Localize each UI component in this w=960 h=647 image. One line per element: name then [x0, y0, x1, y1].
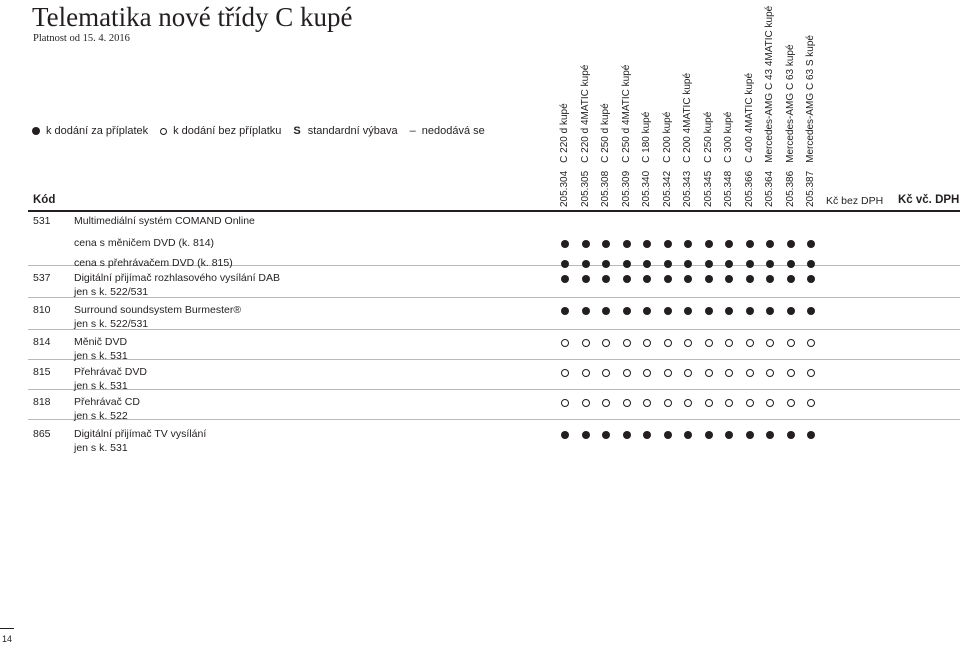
- filled-circle-icon: [664, 431, 672, 439]
- filled-circle-icon: [746, 307, 754, 315]
- filled-circle-icon: [766, 431, 774, 439]
- model-name: C 200 4MATIC kupé: [682, 72, 693, 163]
- filled-circle-icon: [684, 431, 692, 439]
- option-code: 818: [33, 396, 51, 408]
- empty-circle-icon: [643, 339, 651, 347]
- model-name: C 180 kupé: [641, 111, 652, 163]
- filled-circle-icon: [582, 431, 590, 439]
- filled-circle-icon: [602, 240, 610, 248]
- model-name: C 250 kupé: [702, 111, 714, 163]
- filled-circle-icon: [807, 275, 815, 283]
- empty-circle-icon: [561, 339, 569, 347]
- legend-full-label: k dodání za příplatek: [46, 125, 149, 137]
- filled-circle-icon: [746, 275, 754, 283]
- option-note: jen s k. 522/531: [74, 286, 149, 298]
- filled-circle-icon: [643, 240, 651, 248]
- filled-circle-icon: [787, 240, 795, 248]
- valid-from: Platnost od 15. 4. 2016: [33, 33, 130, 44]
- filled-circle-icon: [725, 431, 733, 439]
- model-code: 205.386: [784, 170, 796, 207]
- code-header: Kód: [33, 194, 56, 206]
- legend-na-symbol: –: [409, 125, 416, 137]
- empty-circle-icon: [623, 369, 631, 377]
- option-name: Digitální přijímač TV vysílání: [74, 428, 207, 440]
- price-header: Kč bez DPH: [826, 195, 884, 207]
- page-number: 14: [2, 634, 13, 644]
- filled-circle-icon: [664, 240, 672, 248]
- model-header-label: [580, 65, 592, 207]
- model-header-label: [662, 112, 674, 207]
- filled-circle-icon: [602, 260, 610, 268]
- filled-circle-icon: [561, 431, 569, 439]
- filled-circle-icon: [807, 431, 815, 439]
- empty-circle-icon: [787, 339, 795, 347]
- model-column-header: [638, 0, 657, 208]
- filled-circle-icon: [32, 127, 40, 135]
- row-separator: [28, 297, 960, 298]
- filled-circle-icon: [561, 260, 569, 268]
- filled-circle-icon: [623, 260, 631, 268]
- filled-circle-icon: [725, 240, 733, 248]
- filled-circle-icon: [643, 260, 651, 268]
- empty-circle-icon: [807, 399, 815, 407]
- model-code: 205.308: [600, 170, 611, 207]
- model-name: C 300 kupé: [723, 111, 734, 163]
- model-code: 205.305: [579, 170, 591, 207]
- row-separator: [28, 329, 960, 330]
- filled-circle-icon: [623, 275, 631, 283]
- filled-circle-icon: [602, 431, 610, 439]
- model-name: C 250 d kupé: [600, 103, 611, 163]
- filled-circle-icon: [725, 275, 733, 283]
- model-name: C 220 d 4MATIC kupé: [579, 64, 591, 163]
- filled-circle-icon: [602, 307, 610, 315]
- filled-circle-icon: [705, 307, 713, 315]
- model-header-label: [641, 112, 653, 207]
- empty-circle-icon: [623, 399, 631, 407]
- filled-circle-icon: [643, 275, 651, 283]
- option-code: 531: [33, 215, 51, 227]
- model-code: 205.343: [682, 170, 693, 207]
- empty-circle-icon: [746, 399, 754, 407]
- filled-circle-icon: [705, 275, 713, 283]
- model-name: Mercedes-AMG C 63 kupé: [784, 44, 796, 163]
- option-name: Multimediální systém COMAND Online: [74, 215, 255, 227]
- filled-circle-icon: [561, 307, 569, 315]
- filled-circle-icon: [582, 260, 590, 268]
- model-name: Mercedes-AMG C 63 S kupé: [805, 35, 816, 163]
- option-code: 865: [33, 428, 51, 440]
- filled-circle-icon: [664, 260, 672, 268]
- model-code: 205.364: [764, 170, 775, 207]
- empty-circle-icon: [787, 369, 795, 377]
- filled-circle-icon: [623, 431, 631, 439]
- filled-circle-icon: [746, 431, 754, 439]
- empty-circle-icon: [684, 339, 692, 347]
- model-code: 205.348: [723, 170, 734, 207]
- model-header-label: [723, 112, 735, 207]
- option-code: 810: [33, 304, 51, 316]
- filled-circle-icon: [766, 307, 774, 315]
- filled-circle-icon: [623, 240, 631, 248]
- row-separator: [28, 419, 960, 420]
- empty-circle-icon: [582, 369, 590, 377]
- option-code: 814: [33, 336, 51, 348]
- option-note: jen s k. 531: [74, 350, 128, 362]
- option-code: 815: [33, 366, 51, 378]
- model-column-header: [761, 0, 780, 208]
- option-note: jen s k. 522: [74, 410, 128, 422]
- option-note: jen s k. 522/531: [74, 318, 149, 330]
- legend-std-label: standardní výbava: [307, 125, 398, 137]
- filled-circle-icon: [582, 275, 590, 283]
- filled-circle-icon: [725, 260, 733, 268]
- filled-circle-icon: [766, 260, 774, 268]
- empty-circle-icon: [705, 339, 713, 347]
- empty-circle-icon: [684, 369, 692, 377]
- empty-circle-icon: [705, 399, 713, 407]
- model-column-header: [659, 0, 678, 208]
- empty-circle-icon: [787, 399, 795, 407]
- filled-circle-icon: [766, 275, 774, 283]
- option-name: cena s přehrávačem DVD (k. 815): [74, 257, 233, 269]
- option-name: cena s měničem DVD (k. 814): [74, 237, 215, 249]
- empty-circle-icon: [602, 399, 610, 407]
- model-name: C 220 d kupé: [559, 103, 570, 163]
- option-name: Přehrávač DVD: [74, 366, 147, 378]
- option-note: jen s k. 531: [74, 380, 128, 392]
- empty-circle-icon: [582, 339, 590, 347]
- empty-circle-icon: [725, 339, 733, 347]
- filled-circle-icon: [623, 307, 631, 315]
- filled-circle-icon: [684, 275, 692, 283]
- empty-circle-icon: [807, 339, 815, 347]
- model-column-header: [782, 0, 801, 208]
- empty-circle-icon: [602, 339, 610, 347]
- price-vat-header: Kč vč. DPH: [898, 194, 960, 206]
- model-header-label: [600, 103, 612, 207]
- model-column-header: [577, 0, 596, 208]
- model-name: C 400 4MATIC kupé: [743, 72, 755, 163]
- filled-circle-icon: [705, 260, 713, 268]
- model-code: 205.340: [641, 170, 652, 207]
- legend-empty-label: k dodání bez příplatku: [173, 125, 282, 137]
- model-name: Mercedes-AMG C 43 4MATIC kupé: [764, 5, 775, 163]
- empty-circle-icon: [725, 369, 733, 377]
- model-column-header: [556, 0, 575, 208]
- filled-circle-icon: [787, 260, 795, 268]
- legend-na-label: nedodává se: [421, 125, 485, 137]
- empty-circle-icon: [561, 369, 569, 377]
- empty-circle-icon: [643, 369, 651, 377]
- empty-circle-icon: [807, 369, 815, 377]
- empty-circle-icon: [705, 369, 713, 377]
- filled-circle-icon: [725, 307, 733, 315]
- empty-circle-icon: [684, 399, 692, 407]
- empty-circle-icon: [623, 339, 631, 347]
- empty-circle-icon: [725, 399, 733, 407]
- empty-circle-icon: [160, 128, 167, 135]
- model-header-label: [764, 6, 776, 207]
- filled-circle-icon: [807, 307, 815, 315]
- model-column-header: [802, 0, 821, 208]
- empty-circle-icon: [766, 339, 774, 347]
- filled-circle-icon: [807, 240, 815, 248]
- model-code: 205.345: [702, 170, 714, 207]
- empty-circle-icon: [766, 399, 774, 407]
- model-column-header: [618, 0, 637, 208]
- empty-circle-icon: [582, 399, 590, 407]
- legend-std-symbol: S: [293, 125, 301, 137]
- filled-circle-icon: [746, 240, 754, 248]
- option-code: 537: [33, 272, 51, 284]
- filled-circle-icon: [705, 240, 713, 248]
- empty-circle-icon: [664, 399, 672, 407]
- filled-circle-icon: [787, 275, 795, 283]
- model-header-label: [785, 44, 797, 207]
- empty-circle-icon: [766, 369, 774, 377]
- filled-circle-icon: [582, 307, 590, 315]
- model-header-label: [805, 35, 817, 207]
- model-code: 205.342: [661, 170, 673, 207]
- option-name: Digitální přijímač rozhlasového vysílání DAB: [74, 272, 281, 284]
- model-column-header: [597, 0, 616, 208]
- row-separator: [28, 389, 960, 390]
- row-separator: [28, 359, 960, 360]
- option-note: jen s k. 531: [74, 442, 128, 454]
- empty-circle-icon: [664, 339, 672, 347]
- filled-circle-icon: [684, 307, 692, 315]
- empty-circle-icon: [664, 369, 672, 377]
- empty-circle-icon: [746, 369, 754, 377]
- filled-circle-icon: [807, 260, 815, 268]
- model-column-header: [679, 0, 698, 208]
- model-code: 205.304: [559, 170, 570, 207]
- option-name: Surround soundsystem Burmester®: [74, 304, 242, 316]
- model-column-header: [741, 0, 760, 208]
- filled-circle-icon: [643, 431, 651, 439]
- filled-circle-icon: [664, 275, 672, 283]
- filled-circle-icon: [664, 307, 672, 315]
- page-title: Telematika nové třídy C kupé: [32, 2, 353, 32]
- model-header-label: [621, 65, 633, 207]
- model-code: 205.387: [805, 170, 816, 207]
- filled-circle-icon: [766, 240, 774, 248]
- model-header-label: [703, 112, 715, 207]
- empty-circle-icon: [602, 369, 610, 377]
- model-code: 205.366: [743, 170, 755, 207]
- filled-circle-icon: [602, 275, 610, 283]
- filled-circle-icon: [561, 240, 569, 248]
- model-header-label: [682, 73, 694, 207]
- filled-circle-icon: [582, 240, 590, 248]
- filled-circle-icon: [684, 260, 692, 268]
- legend: [32, 124, 485, 138]
- model-name: C 250 d 4MATIC kupé: [620, 64, 632, 163]
- model-column-header: [700, 0, 719, 208]
- model-column-header: [720, 0, 739, 208]
- filled-circle-icon: [684, 240, 692, 248]
- option-name: Měnič DVD: [74, 336, 128, 348]
- filled-circle-icon: [643, 307, 651, 315]
- filled-circle-icon: [746, 260, 754, 268]
- model-name: C 200 kupé: [661, 111, 673, 163]
- empty-circle-icon: [643, 399, 651, 407]
- model-header-label: [744, 73, 756, 207]
- header-rule: [28, 210, 960, 212]
- filled-circle-icon: [705, 431, 713, 439]
- filled-circle-icon: [787, 431, 795, 439]
- model-header-label: [559, 103, 571, 207]
- empty-circle-icon: [561, 399, 569, 407]
- empty-circle-icon: [746, 339, 754, 347]
- filled-circle-icon: [787, 307, 795, 315]
- filled-circle-icon: [561, 275, 569, 283]
- option-name: Přehrávač CD: [74, 396, 140, 408]
- model-code: 205.309: [620, 170, 632, 207]
